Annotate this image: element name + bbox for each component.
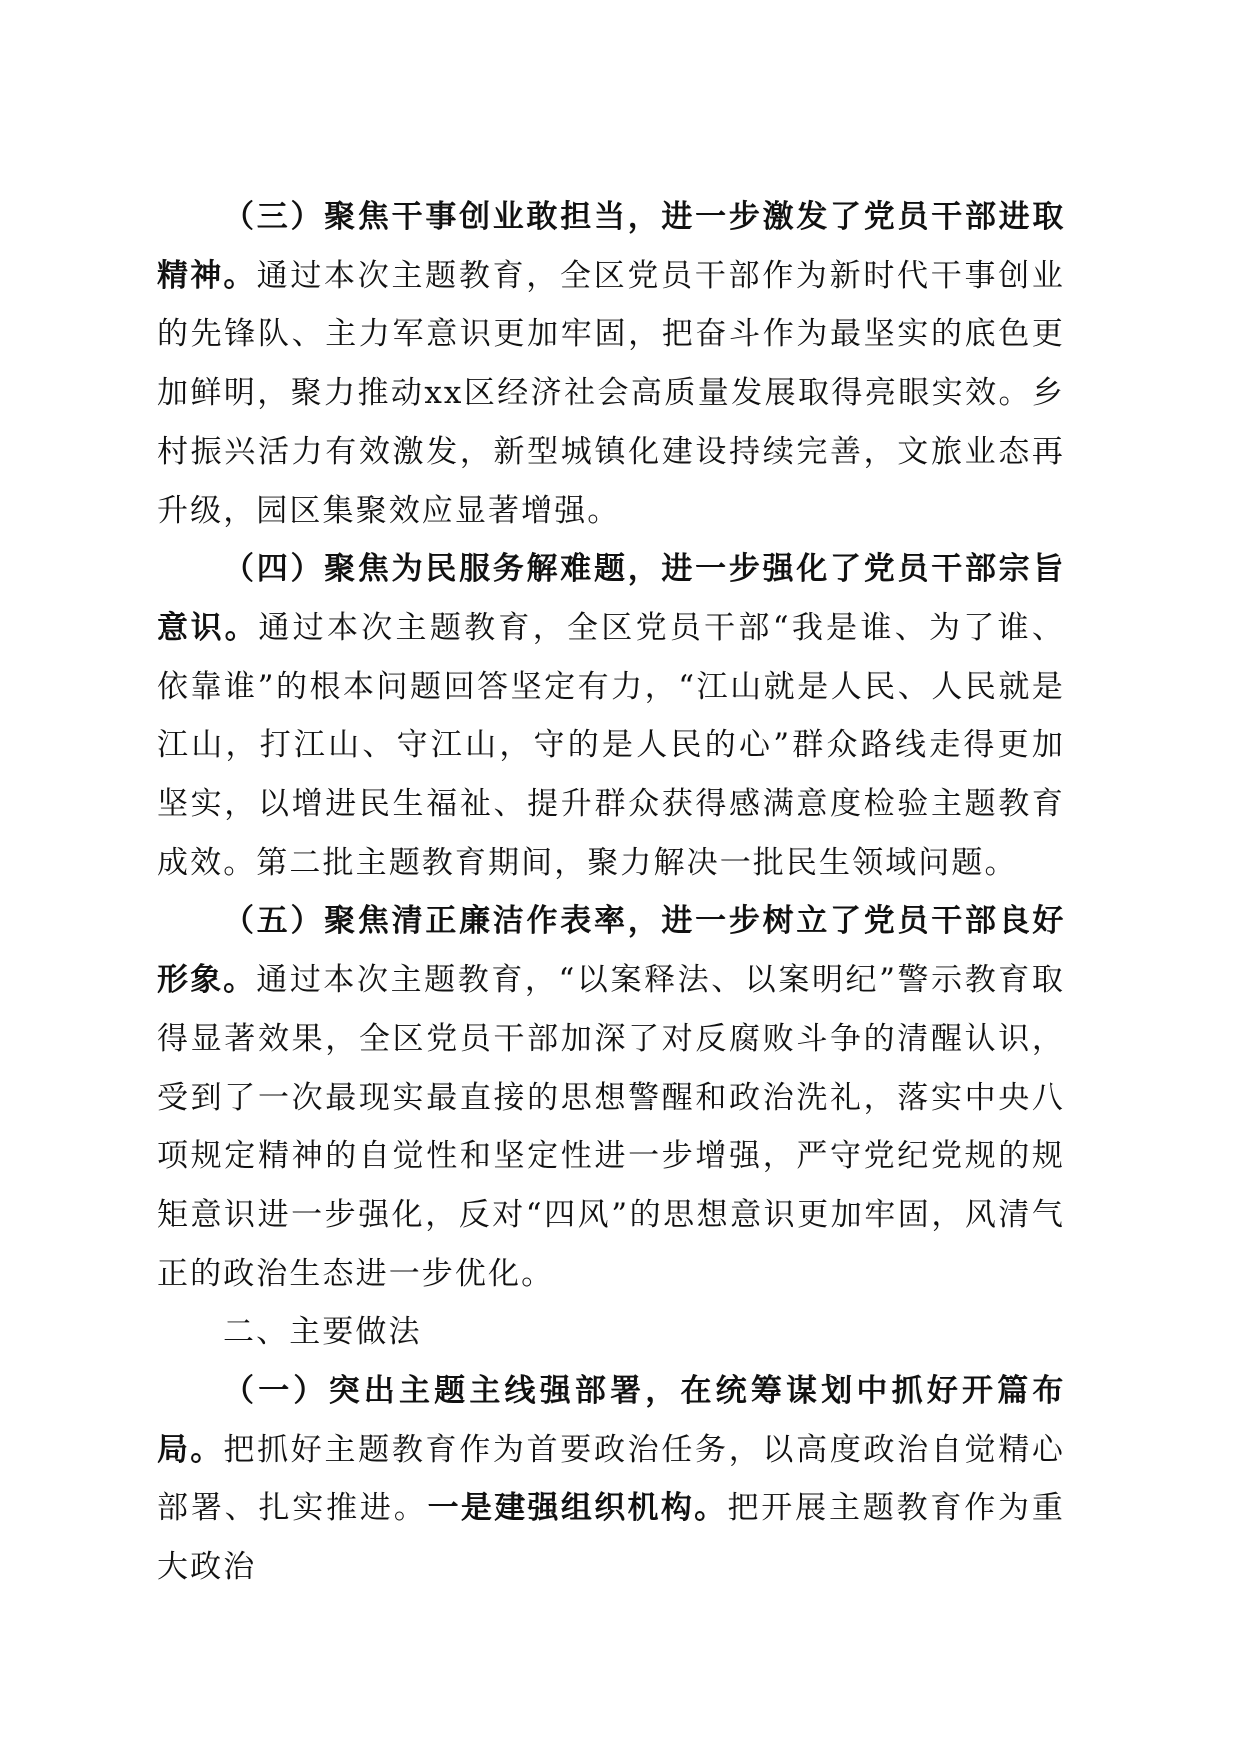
- section-heading: 二、主要做法: [223, 1314, 422, 1351]
- section-paragraph-body-2: 把开展主题教育作为重大政治: [157, 1490, 1065, 1586]
- paragraph-4-body: 通过本次主题教育，全区党员干部“我是谁、为了谁、依靠谁”的根本问题回答坚定有力，“江山就是人民、人民就是江山，打江山、守江山，守的是人民的心”群众路线走得更加坚实，以增进民生福祉、提升群众获得感满意度检验主题教育成效。第二批主题教育期间，聚力解决一批民生领域问题。: [157, 609, 1065, 881]
- section-paragraph-sub-lead: 一是建强组织机构。: [427, 1490, 728, 1527]
- paragraph-4: [157, 540, 1065, 892]
- paragraph-3-body: 通过本次主题教育，全区党员干部作为新时代干事创业的先锋队、主力军意识更加牢固，把奋斗作为最坚实的底色更加鲜明，聚力推动xx区经济社会高质量发展取得亮眼实效。乡村振兴活力有效激发，新型城镇化建设持续完善，文旅业态再升级，园区集聚效应显著增强。: [157, 257, 1065, 529]
- paragraph-5: [157, 892, 1065, 1303]
- section-paragraph-body-1: 把抓好主题教育作为首要政治任务，以高度政治自觉精心部署、扎实推进。: [157, 1431, 1066, 1527]
- paragraph-3: [157, 188, 1065, 540]
- paragraph-3-lead: （三）聚焦干事创业敢担当，进一步激发了党员干部进取精神。: [157, 199, 1065, 294]
- paragraph-5-body: 通过本次主题教育，“以案释法、以案明纪”警示教育取得显著效果，全区党员干部加深了对反腐败斗争的清醒认识，受到了一次最现实最直接的思想警醒和政治洗礼，落实中央八项规定精神的自觉性和坚定性进一步增强，严守党纪党规的规矩意识进一步强化，反对“四风”的思想意识更加牢固，风清气正的政治生态进一步优化。: [157, 962, 1065, 1292]
- section-paragraph-lead: （一）突出主题主线强部署，在统筹谋划中抓好开篇布局。: [157, 1373, 1065, 1468]
- section-paragraph: [157, 1362, 1065, 1597]
- document-body: [157, 188, 1065, 1597]
- paragraph-5-lead: （五）聚焦清正廉洁作表率，进一步树立了党员干部良好形象。: [157, 903, 1065, 999]
- paragraph-4-lead: （四）聚焦为民服务解难题，进一步强化了党员干部宗旨意识。: [157, 551, 1065, 646]
